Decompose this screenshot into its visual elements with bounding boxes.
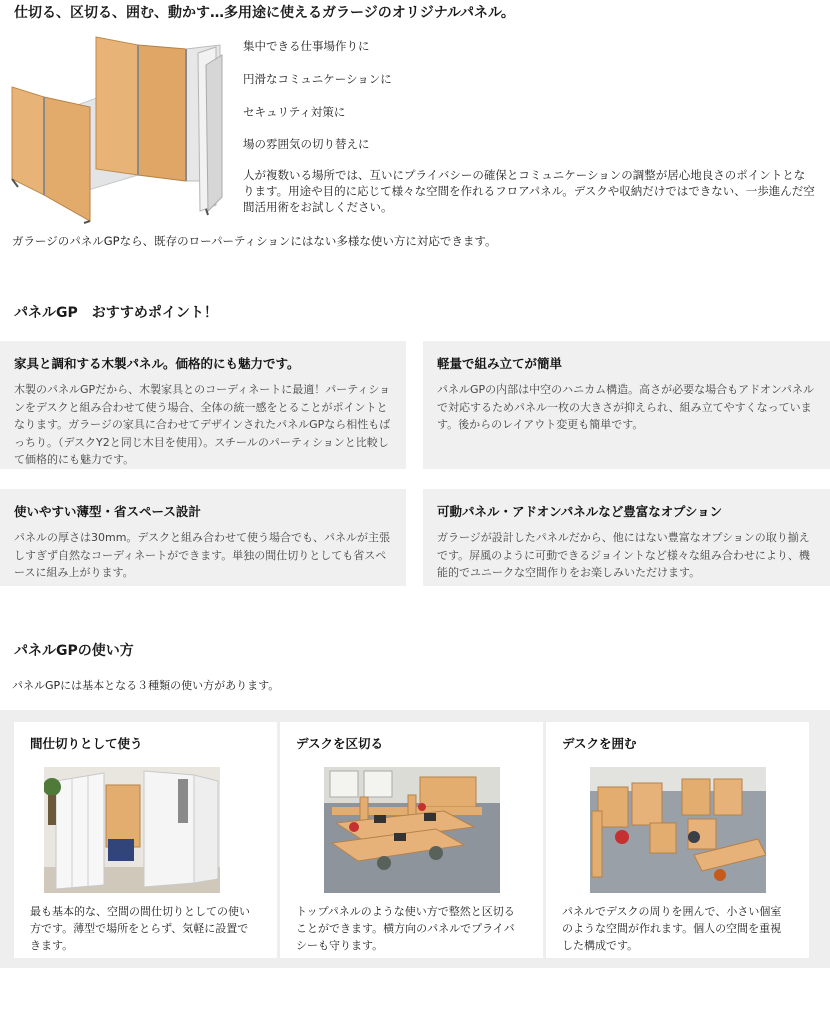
recommend-section-title: パネルGP おすすめポイント！ — [14, 305, 218, 321]
panel-product-image — [10, 35, 232, 225]
hero-point: 場の雰囲気の切り替えに — [243, 137, 370, 151]
point-box — [423, 489, 830, 586]
point-box — [0, 489, 406, 586]
usage-card-divide-desk — [280, 722, 543, 958]
usage-card-text: パネルでデスクの周りを囲んで、小さい個室のような空間が作れます。個人の空間を重視した構成です。 — [562, 905, 782, 952]
usage-card-partition — [14, 722, 277, 958]
usage-card-text: トップパネルのような使い方で整然と区切ることができます。横方向のパネルでプライバシーも守ります。 — [296, 905, 515, 952]
point-text: パネルGPの内部は中空のハニカム構造。高さが必要な場合もアドオンパネルで対応するためパネル一枚の大きさが抑えられ、組み立てやすくなっています。後からのレイアウト変更も簡単です。 — [437, 383, 815, 431]
usage-card-title: 間仕切りとして使う — [30, 736, 143, 751]
divide-desk-photo — [324, 767, 500, 893]
hero-title: 仕切る、区切る、囲む、動かす…多用途に使えるガラージのオリジナルパネル。 — [14, 5, 515, 21]
hero-description: 人が複数いる場所では、互いにプライバシーの確保とコミュニケーションの調整が居心地良さのポイントとなります。用途や目的に応じて様々な空間を作れるフロアパネル。デスクや収納だけではできない、一歩進んだ空間活用術をお試しください。 — [243, 168, 815, 214]
hero-note: ガラージのパネルGPなら、既存のローパーティションにはない多様な使い方に対応できます。 — [12, 234, 497, 248]
usage-card-title: デスクを囲む — [562, 736, 637, 751]
point-title: 可動パネル・アドオンパネルなど豊富なオプション — [437, 504, 723, 519]
hero-point: 集中できる仕事場作りに — [243, 39, 370, 53]
usage-section-title: パネルGPの使い方 — [14, 643, 134, 659]
panel-illustration — [10, 35, 232, 225]
point-title: 使いやすい薄型・省スペース設計 — [14, 504, 201, 519]
usage-band — [0, 710, 830, 968]
point-title: 家具と調和する木製パネル。価格的にも魅力です。 — [14, 356, 300, 371]
usage-card-surround-desk — [546, 722, 809, 958]
usage-card-text: 最も基本的な、空間の間仕切りとしての使い方です。薄型で場所をとらず、気軽に設置できます。 — [30, 905, 250, 952]
hero-point: 円滑なコミュニケーションに — [243, 72, 392, 86]
point-title: 軽量で組み立てが簡単 — [437, 356, 563, 371]
point-text: ガラージが設計したパネルだから、他にはない豊富なオプションの取り揃えです。屏風のように可動できるジョイントなど様々な組み合わせにより、機能的でユニークな空間作りをお楽しみいただけます。 — [437, 531, 810, 579]
usage-card-title: デスクを区切る — [296, 736, 384, 751]
point-text: パネルの厚さは30mm。デスクと組み合わせて使う場合でも、パネルが主張しすぎず自然なコーディネートができます。単独の間仕切りとしても省スペースに組み上がります。 — [14, 531, 390, 579]
partition-photo — [44, 767, 220, 893]
point-box — [0, 341, 406, 469]
hero-point: セキュリティ対策に — [243, 105, 346, 119]
point-text: 木製のパネルGPだから、木製家具とのコーディネートに最適！パーティションをデスクと組み合わせて使う場合、全体の統一感をとることがポイントとなります。ガラージの家具に合わせてデザインされたパネルGPなら相性もばっちり。（デスクY2と同じ木目を使用）。スチールのパーティションと比較して価格的にも魅力です。 — [14, 383, 391, 466]
point-box — [423, 341, 830, 469]
usage-intro: パネルGPには基本となる３種類の使い方があります。 — [12, 679, 280, 692]
surround-desk-photo — [590, 767, 766, 893]
